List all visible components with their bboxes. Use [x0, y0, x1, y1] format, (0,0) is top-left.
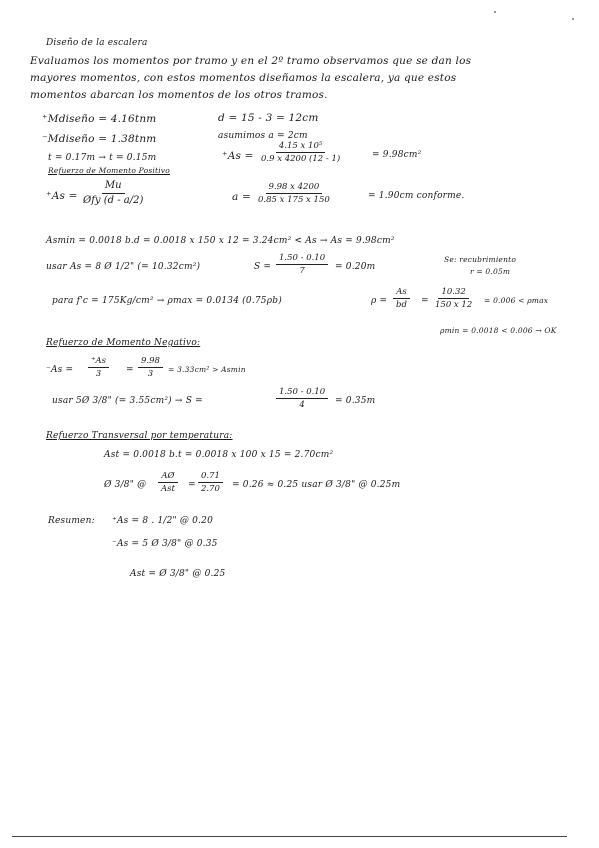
temp-area-fraction: [158, 471, 178, 494]
moment-positive: ⁺Mdiseño = 4.16tnm: [42, 113, 157, 125]
spacing-result: = 0.20m: [335, 262, 376, 272]
assumed-a: asumimos a = 2cm: [218, 131, 308, 141]
intro-line-2: mayores momentos, con estos momentos diseñamos la escalera, ya que estos: [30, 72, 457, 84]
a-calc-fraction: [255, 182, 333, 205]
rho-label: ρ =: [371, 296, 388, 306]
negative-usar-line: usar 5Ø 3/8" (= 3.55cm²) → S =: [52, 396, 203, 406]
spacing-label: S =: [254, 262, 272, 272]
temp-equals: =: [188, 480, 196, 490]
temp-value-denominator: 2.70: [201, 484, 220, 495]
negative-spacing-numerator: 1.50 - 0.10: [276, 387, 328, 399]
a-calc-denominator: 0.85 x 175 x 150: [258, 195, 330, 206]
a-calc-numerator: 9.98 x 4200: [266, 182, 323, 194]
negative-as-fraction: [88, 356, 109, 379]
negative-moment-title: Refuerzo de Momento Negativo:: [46, 338, 201, 348]
a-calc-label: a =: [232, 191, 251, 203]
as-calc-numerator: 4.15 x 10⁵: [276, 141, 325, 153]
negative-as-numerator: ⁺As: [88, 356, 109, 368]
scan-speck: [572, 18, 574, 20]
rho-value-denominator: 150 x 12: [435, 300, 473, 311]
rho-min: ρmin = 0.0018 < 0.006 → OK: [440, 326, 557, 335]
rho-result: = 0.006 < ρmax: [484, 296, 549, 305]
usar-as-line: usar As = 8 Ø 1/2" (= 10.32cm²): [46, 262, 201, 272]
as-formula-numerator: Mu: [102, 180, 125, 194]
intro-line-3: momentos abarcan los momentos de los otros tramos.: [30, 89, 328, 101]
cover-value: r = 0.05m: [470, 267, 511, 276]
spacing-numerator: 1.50 - 0.10: [276, 253, 328, 265]
temp-value-fraction: [198, 471, 223, 494]
as-formula-label: ⁺As =: [46, 190, 78, 202]
as-formula-denominator: Øfy (d - a/2): [83, 195, 144, 206]
rho-fraction: [393, 287, 410, 310]
ast-line: Ast = 0.0018 b.t = 0.0018 x 100 x 15 = 2.70cm²: [104, 450, 334, 460]
negative-as-denominator: 3: [95, 369, 102, 380]
negative-as-value-fraction: [138, 356, 163, 379]
as-calc-fraction: [258, 141, 343, 164]
summary-temperature-as: Ast = Ø 3/8" @ 0.25: [130, 569, 226, 579]
moment-negative: ⁻Mdiseño = 1.38tnm: [42, 133, 157, 145]
rho-numerator: As: [393, 287, 410, 299]
negative-as-value-denominator: 3: [147, 369, 154, 380]
negative-spacing-denominator: 4: [299, 400, 305, 411]
temp-result: = 0.26 ≈ 0.25 usar Ø 3/8" @ 0.25m: [232, 480, 401, 490]
summary-positive-as: ⁺As = 8 . 1/2" @ 0.20: [112, 516, 214, 526]
rho-value-fraction: [432, 287, 475, 310]
as-formula-fraction: [80, 180, 146, 207]
summary-negative-as: ⁻As = 5 Ø 3/8" @ 0.35: [112, 539, 218, 549]
rho-denominator: bd: [396, 300, 407, 311]
asmin-line: Asmin = 0.0018 b.d = 0.0018 x 150 x 12 = 3.24cm² < As → As = 9.98cm²: [46, 236, 395, 246]
as-calc-label: ⁺As =: [222, 150, 254, 162]
summary-label: Resumen:: [48, 516, 95, 526]
page-title: Diseño de la escalera: [46, 38, 148, 48]
temp-bar-label: Ø 3/8" @: [104, 480, 147, 490]
positive-moment-subhead: Refuerzo de Momento Positivo: [48, 166, 170, 175]
rho-max-line: para f'c = 175Kg/cm² → ρmax = 0.0134 (0.75ρb): [52, 296, 282, 306]
intro-line-1: Evaluamos los momentos por tramo y en el 2º tramo observamos que se dan los: [30, 55, 472, 67]
temperature-title: Refuerzo Transversal por temperatura:: [46, 431, 233, 441]
page-bottom-rule: [12, 836, 567, 837]
negative-spacing-fraction: [276, 387, 328, 410]
as-calc-denominator: 0.9 x 4200 (12 - 1): [261, 154, 341, 165]
negative-as-label: ⁻As =: [46, 365, 74, 375]
temp-value-numerator: 0.71: [198, 471, 223, 483]
negative-spacing-result: = 0.35m: [335, 396, 376, 406]
negative-as-result: = 3.33cm² > Asmin: [168, 365, 246, 374]
effective-depth: d = 15 - 3 = 12cm: [218, 112, 319, 124]
temp-area-numerator: AØ: [158, 471, 177, 483]
thickness: t = 0.17m → t = 0.15m: [48, 153, 157, 163]
cover-note: Se: recubrimiento: [444, 255, 517, 264]
negative-as-value-numerator: 9.98: [138, 356, 163, 368]
spacing-denominator: 7: [299, 266, 305, 277]
spacing-fraction: [276, 253, 328, 276]
rho-equals: =: [421, 296, 429, 306]
temp-area-denominator: Ast: [161, 484, 175, 495]
a-calc-result: = 1.90cm conforme.: [368, 191, 465, 201]
as-calc-result: = 9.98cm²: [372, 150, 422, 160]
scan-speck: [494, 11, 496, 13]
rho-value-numerator: 10.32: [438, 287, 468, 299]
negative-as-equals: =: [126, 365, 134, 375]
